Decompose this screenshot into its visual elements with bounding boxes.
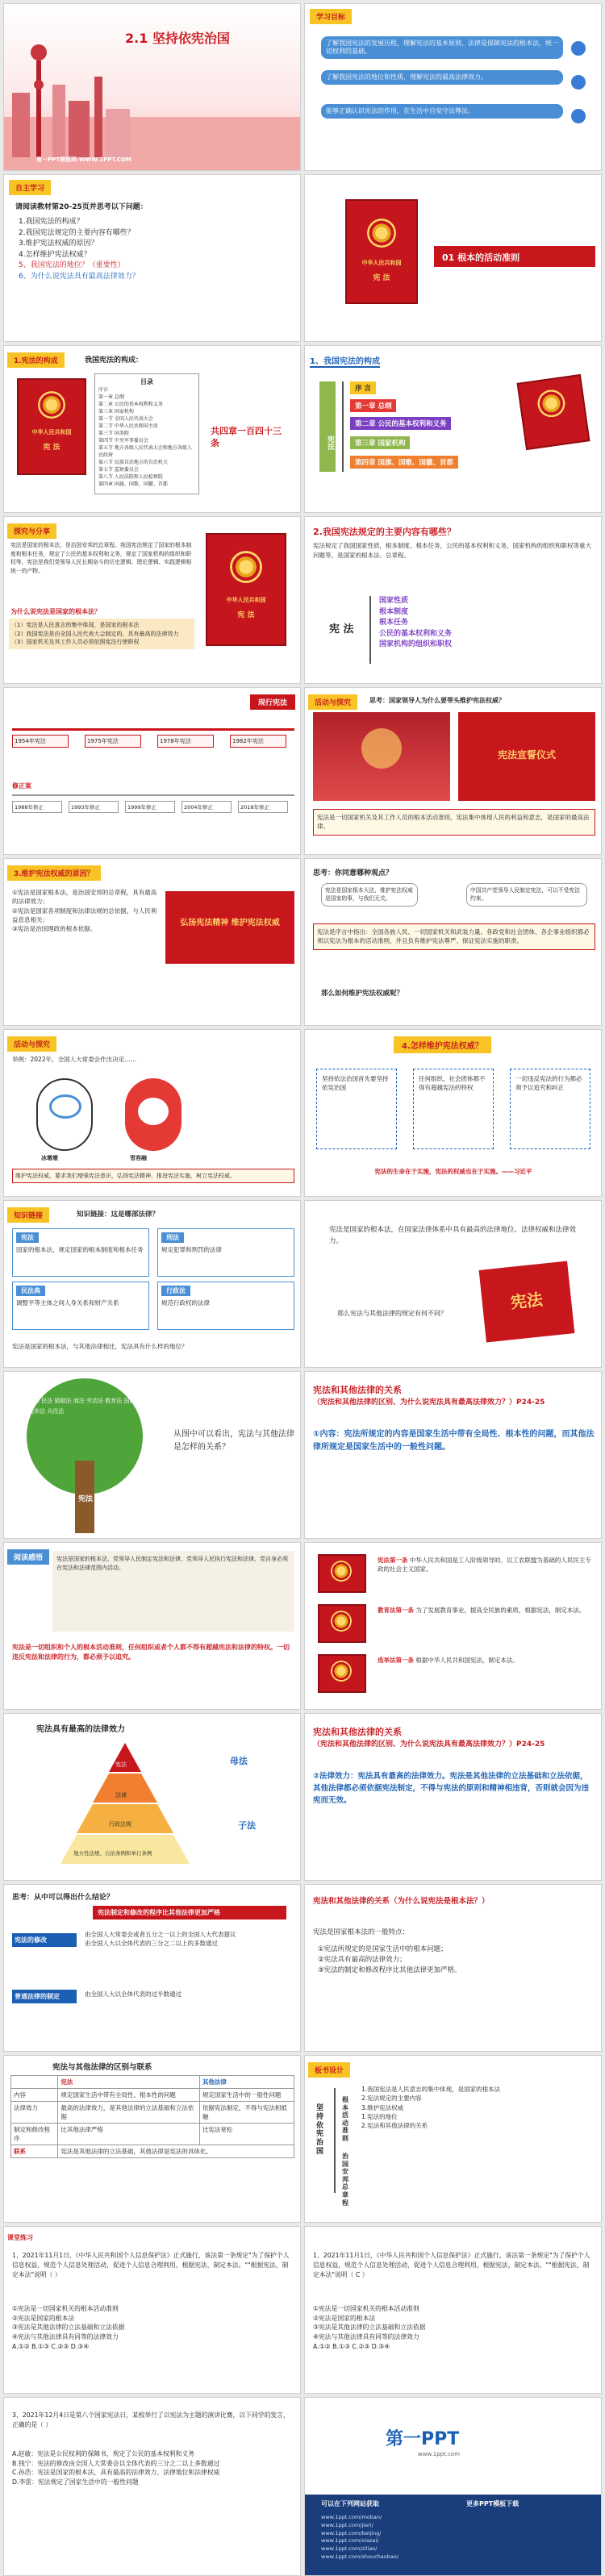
table-cell: 宪法是其他法律的立法基础，其他法律是宪法的具体化。	[58, 2145, 294, 2158]
article-row-1	[378, 1556, 595, 1574]
toc-item: 第四节 中央军事委员会	[98, 438, 148, 444]
slide-law-tree[interactable]	[3, 1371, 301, 1539]
toc-item: 第四章 国旗、国歌、国徽、首都	[98, 481, 168, 487]
end-col-1: 可以在下列网站获取	[321, 2500, 379, 2507]
table-row	[11, 2089, 294, 2102]
slide-procedure[interactable]	[3, 1884, 301, 2052]
amend-axis	[12, 794, 294, 796]
procedure-steps-2	[85, 1990, 294, 1999]
law-card-2	[157, 1228, 294, 1277]
parts-side-label: 宪法	[319, 381, 336, 472]
article-law: 宪法第一条	[378, 1557, 408, 1564]
board-branch-1: 根本活动准则	[342, 2096, 348, 2142]
content-heading: 2.我国宪法规定的主要内容有哪些？	[313, 527, 456, 537]
slide-pyramid[interactable]	[3, 1713, 301, 1881]
answer-answers: A.①② B.①③ C.②③ D.③④	[313, 2342, 390, 2350]
content-side-label: 宪 法	[329, 623, 354, 636]
book-title: 中华人民共和国	[226, 597, 266, 603]
board-bracket	[334, 2088, 336, 2193]
question-1: 1.我国宪法的构成？	[19, 218, 84, 226]
table-row	[11, 2145, 294, 2158]
table-row	[11, 2124, 294, 2145]
relation-sub: （宪法和其他法律的区别、为什么说宪法具有最高法律效力？）P24-25	[313, 1398, 545, 1407]
tree-branch: 民法	[41, 1398, 53, 1404]
amend-item: 2004年修正	[182, 801, 232, 813]
oath-tag: 活动与探究	[308, 694, 357, 710]
end-link[interactable]: www.1ppt.com/xiazai/	[321, 2537, 379, 2545]
slide-self-study[interactable]	[3, 174, 301, 342]
exercise-answers: A.①② B.①③ C.②③ D.③④	[12, 2342, 90, 2350]
pyramid-title: 宪法具有最高的法律效力	[36, 1725, 125, 1734]
toc-item: 第三章 国家机构	[98, 409, 134, 415]
mascot-name: 雪容融	[130, 1155, 147, 1161]
reason-item: ③宪法是治国理政的根本依据。	[12, 925, 97, 932]
root-point: ③宪法的制定和修改程序比其他法律更加严格。	[318, 1965, 461, 1974]
procedure-step: 由全国人大以全体代表的三分之二以上的多数通过	[85, 1940, 218, 1948]
uphold-box-2: 任何组织、社会团体都不得有超越宪法的特权	[413, 1069, 494, 1149]
article-book-3	[318, 1654, 366, 1693]
timeline-tag: 现行宪法	[250, 694, 295, 710]
table-cell: 依据宪法制定，不得与宪法相抵触	[199, 2102, 294, 2124]
root-text: 宪法是国家根本法的一般特点：	[313, 1928, 410, 1936]
parts-bracket	[342, 381, 344, 472]
pyramid-level-4: 地方性法规、自治条例和单行条例	[73, 1850, 152, 1857]
mascot-shuey-rhon-rhon	[125, 1078, 182, 1151]
slide-which-law[interactable]	[3, 1200, 301, 1368]
slide-root-law[interactable]	[304, 1884, 602, 2052]
reasons-tag: 3.维护宪法权威的原因？	[7, 865, 101, 881]
constitution-book	[345, 199, 418, 304]
part-chapter-1: 第一章 总纲	[350, 399, 396, 412]
end-link[interactable]: www.1ppt.com/beijing/	[321, 2529, 382, 2536]
explore-tag: 探究与分享	[7, 523, 56, 539]
oath-poster: 宪法宣誓仪式	[458, 712, 595, 801]
amend-item: 2018年修正	[238, 801, 288, 813]
mascots-caption: 举例：2022年，全国人大常委会作出决定……	[12, 1056, 137, 1063]
toc-item: 第五节 地方各级人民代表大会和地方各级人民政府	[98, 445, 192, 458]
tree-question: 从图中可以看出，宪法与其他法律是怎样的关系？	[173, 1430, 294, 1452]
book-title: 中华人民共和国	[361, 260, 402, 266]
slide-exercise-3[interactable]	[3, 2397, 301, 2576]
slide-constitution-structure[interactable]	[3, 345, 301, 513]
question-2: 2.我国宪法规定的主要内容有哪些？	[19, 228, 135, 237]
opinion-question: 思考：你同意哪种观点？	[313, 869, 394, 877]
law-desc: 规定犯罪和刑罚的法律	[161, 1246, 222, 1253]
toc-item: 第八节 人民法院和人民检察院	[98, 474, 163, 480]
self-study-intro: 请阅读教材第20-25页并思考以下问题：	[15, 203, 148, 211]
exercise-option: ④宪法与其他法律具有同等的法律效力	[12, 2333, 119, 2341]
answer-question: 1、2021年11月1日，《中华人民共和国个人信息保护法》正式施行，该法第一条规定"为了保护个人信息权益，规范个人信息处理活动，促进个人信息合理利用，根据宪法，制定本法。""根据宪法，制定本法"说明（ C ）	[313, 2252, 590, 2279]
pyramid-level-2: 法律	[115, 1792, 127, 1799]
content-items	[379, 596, 452, 651]
answer-option: ④宪法与其他法律具有同等的法律效力	[313, 2333, 419, 2341]
mascots-text: 维护宪法权威，要求我们增强宪法意识，弘扬宪法精神，推进宪法实施，树立宪法权威。	[12, 1169, 294, 1183]
timeline-year: 1978年宪法	[157, 735, 214, 748]
mascot-name: 冰墩墩	[41, 1155, 58, 1161]
root-point: ①宪法所规定的是国家生活中的根本问题；	[318, 1945, 448, 1953]
article-book-1	[318, 1554, 366, 1593]
exercise-option: ③宪法是其他法律的立法基础和立法依据	[12, 2324, 125, 2332]
timeline-year: 1975年宪法	[85, 735, 141, 748]
law-card-1	[12, 1228, 149, 1277]
end-link[interactable]: www.1ppt.com/shouchaobao/	[321, 2553, 399, 2560]
position-question: 那么宪法与其他法律的规定有何不同？	[337, 1310, 447, 1317]
answer-options	[313, 2304, 595, 2351]
table-cell: 制定和修改程序	[11, 2124, 58, 2145]
part-chapter-2: 第二章 公民的基本权利和义务	[350, 417, 451, 430]
law-card-3	[12, 1282, 149, 1330]
slide-end-links[interactable]	[304, 2397, 602, 2576]
slide-exercise-1[interactable]	[3, 2226, 301, 2394]
exercise-option: ②宪法是国家的根本法	[12, 2314, 75, 2322]
tree-branch: 国籍法	[123, 1398, 141, 1404]
root-heading: 宪法和其他法律的关系（为什么说宪法是根本法？）	[313, 1897, 490, 1906]
end-link[interactable]: www.1ppt.com/ziliao/	[321, 2545, 378, 2552]
reasons-banner: 弘扬宪法精神 维护宪法权威	[165, 891, 294, 964]
reason-item: ②宪法是国家各项制度和法律法规的总依据，与人民利益息息相关；	[12, 907, 157, 923]
pyramid-child: 子法	[238, 1820, 256, 1831]
root-point: ②宪法具有最高的法律效力；	[318, 1955, 407, 1964]
emblem-icon	[331, 1661, 352, 1682]
goal-2-icon	[571, 75, 586, 90]
goal-1: 了解我国宪法的发展历程，理解宪法的基本原则、法律是保障宪法的根本法，统一切权利的基础。	[321, 36, 563, 59]
face-icon	[138, 1098, 169, 1125]
content-item: 根本任务	[379, 619, 409, 627]
exercise-question: 1、2021年11月1日，《中华人民共和国个人信息保护法》正式施行，该法第一条规定"为了保护个人信息权益，规范个人信息处理活动，促进个人信息合理利用，根据宪法，制定本法。""根据宪法，制定本法"说明（ ）	[12, 2252, 290, 2279]
face-ring-icon	[49, 1094, 81, 1119]
procedure-left-2: 普通法律的制定	[12, 1990, 77, 2003]
slide-oath[interactable]	[304, 687, 602, 855]
article-law: 选举法第一条	[378, 1657, 414, 1664]
slide-reasons[interactable]	[3, 858, 301, 1026]
emblem-icon	[331, 1561, 352, 1582]
emblem-icon	[331, 1611, 352, 1632]
question-5: 5、我国宪法的地位？（重要性）	[19, 261, 125, 269]
cover-title: 2.1 坚持依宪治国	[125, 31, 230, 46]
effect-point: ②法律效力：宪法具有最高的法律效力。宪法是其他法律的立法基础和立法依据，其他法律都必须依据宪法制定，不得与宪法的原则和精神相违背，否则就会因为违宪而无效。	[313, 1772, 590, 1806]
article-law: 教育法第一条	[378, 1607, 414, 1614]
oath-answer: 宪法是一切国家机关及其工作人员的根本活动准则，宪法集中体现人民的利益和意志，是国家的最高法律。	[313, 809, 595, 836]
slide-opinion[interactable]	[304, 858, 602, 1026]
procedure-question: 思考：从中可以得出什么结论？	[12, 1894, 115, 1902]
effect-sub: （宪法和其他法律的区别、为什么说宪法具有最高法律效力？）P24-25	[313, 1740, 545, 1749]
toc-item: 第二章 公民的基本权利和义务	[98, 402, 163, 407]
tree-branches	[28, 1396, 141, 1416]
book-sub: 宪 法	[373, 274, 390, 282]
board-root: 坚持依宪治国	[316, 2104, 324, 2156]
slide-section-01[interactable]	[304, 174, 602, 342]
tree-branch: 兵役法	[47, 1407, 65, 1415]
slide-timeline[interactable]	[3, 687, 301, 855]
toc-list	[98, 386, 195, 488]
law-desc: 国家的根本法，规定国家的根本制度和根本任务	[16, 1246, 144, 1253]
amend-item: 1988年修正	[12, 801, 62, 813]
explore-question: 为什么说宪法是国家的根本法？	[10, 608, 101, 615]
table-header-row	[11, 2076, 294, 2089]
table-cell: 法律效力	[11, 2102, 58, 2124]
end-link[interactable]: www.1ppt.com/jieri/	[321, 2521, 373, 2528]
goal-3: 能够正确认识宪法的作用，在生活中自觉守法尊法。	[321, 104, 563, 119]
slide-cover[interactable]	[3, 3, 301, 171]
constitution-booklets	[517, 374, 590, 450]
structure-book	[17, 378, 86, 475]
uphold-footer: 宪法的生命在于实施，宪法的权威也在于实施。——习近平	[374, 1168, 532, 1175]
pyramid-level-1: 宪法	[115, 1761, 127, 1768]
article-row-2	[378, 1606, 595, 1615]
tree-trunk-label: 宪法	[78, 1495, 94, 1503]
question-3: 3.维护宪法权威的原因？	[19, 240, 98, 248]
tree-branch: 婚姻法	[54, 1398, 72, 1404]
answer-option: ③宪法是其他法律的立法基础和立法依据	[313, 2324, 426, 2332]
toc-item: 第一章 总纲	[98, 394, 124, 400]
exercise-tag: 课堂练习	[7, 2234, 33, 2241]
slide-constitution-parts[interactable]	[304, 345, 602, 513]
pyramid-mother: 母法	[230, 1756, 248, 1766]
slide-relation-content[interactable]	[304, 1371, 602, 1539]
end-url: www.1ppt.com	[418, 2451, 461, 2457]
law-name: 民法典	[16, 1286, 45, 1296]
toc-item: 第七节 监察委员会	[98, 467, 139, 473]
exercise3-question: 3、2021年12月4日是第八个国家宪法日，某校举行了以宪法为主题的演讲比赛，以下同学的发言，正确的是（ ）	[12, 2411, 290, 2429]
exercise3-option: D.李雷：宪法规定了国家生活中的一般性问题	[12, 2478, 139, 2486]
slide-main-content[interactable]	[304, 516, 602, 684]
tree-branch: 选举法	[28, 1407, 45, 1415]
table-cell: 规定国家生活中带有全局性、根本性的问题	[58, 2089, 200, 2102]
uphold-box-1: 坚持依法治国首先要坚持依宪治国	[316, 1069, 397, 1149]
tree-branch: 商法	[73, 1398, 85, 1404]
law-card-4	[157, 1282, 294, 1330]
mascot-bing-dwen-dwen	[36, 1078, 93, 1151]
opinion-bubble-1: 宪法是国家根本大法，维护宪法权威是国家的事，与我们无关。	[321, 883, 418, 907]
slide-comparison-table[interactable]	[3, 2055, 301, 2223]
law-name: 宪法	[16, 1232, 39, 1243]
opinion-text: 宪法是序言中指出：全国各族人民、一切国家机关和武装力量、各政党和社会团体、各企事业组织都必须以宪法为根本的活动准则，并且负有维护宪法尊严、保证宪法实施的职责。	[313, 923, 595, 950]
toc-item: 序言	[98, 387, 109, 393]
explore-text: 宪法是国家的根本法，是治国安邦的总章程。我国宪法规定了国家的根本制度和根本任务，规定了公民的基本权利和义务，规定了国家机构的组织和职权等。宪法是我们党领导人民长期奋斗的历史逻辑、理论逻辑、实践逻辑相统一的产物。	[10, 542, 192, 574]
table-cell: 联系	[11, 2145, 58, 2158]
opinion-ask: 那么如何维护宪法权威呢？	[321, 990, 404, 998]
law-name: 刑法	[161, 1232, 184, 1243]
table-row	[11, 2102, 294, 2124]
table-cell: 比宪法宽松	[199, 2124, 294, 2145]
table-cell: 内容	[11, 2089, 58, 2102]
uphold-heading: 4.怎样维护宪法权威？	[394, 1036, 491, 1053]
tree-branch: 劳动法	[86, 1398, 103, 1404]
procedure-step: 由全国人大常委会或者五分之一以上的全国人大代表提议	[85, 1931, 236, 1938]
timeline-year: 1954年宪法	[12, 735, 69, 748]
board-items	[361, 2085, 595, 2130]
parts-heading: 1、我国宪法的构成	[310, 354, 380, 368]
relation-heading: 宪法和其他法律的关系	[313, 1385, 402, 1395]
relation-point: ①内容：宪法所规定的内容是国家生活中带有全局性、根本性的问题，而其他法律所规定是国家生活中的一般性问题。	[313, 1430, 595, 1452]
emblem-icon	[38, 391, 65, 419]
exercise-options	[12, 2304, 294, 2351]
question-4: 4.怎样维护宪法权威？	[19, 250, 91, 259]
law-question: 宪法是国家的根本法，与其他法律相比，宪法具有什么样的地位？	[12, 1343, 188, 1350]
slide-grid	[3, 3, 602, 2576]
oath-question: 思考：国家领导人为什么要带头维护宪法权威？	[369, 697, 505, 704]
board-item: 1.我国宪法是人民意志的集中体现，是国家的根本法	[361, 2086, 501, 2093]
reasons-list	[12, 888, 157, 933]
amend-item: 1993年修正	[69, 801, 119, 813]
answer-option: ①宪法是一切国家机关的根本活动准则	[313, 2305, 419, 2312]
slide-relation-effect[interactable]	[304, 1713, 602, 1881]
pyramid-level-3: 行政法规	[109, 1821, 131, 1828]
emblem-icon	[230, 551, 262, 583]
goal-2: 了解我国宪法的地位和性质，理解宪法的最高法律效力。	[321, 70, 563, 85]
timeline-axis	[12, 728, 294, 731]
article-book-2	[318, 1604, 366, 1643]
reading-quote: 宪法是一切组织和个人的根本活动准则，任何组织或者个人都不得有超越宪法和法律的特权。一切违反宪法和法律的行为，都必须予以追究。	[12, 1644, 290, 1661]
content-item: 公民的基本权利和义务	[379, 629, 453, 638]
reading-tag: 阅读感悟	[7, 1549, 49, 1565]
slide-articles[interactable]	[304, 1542, 602, 1710]
table-cell: 规定国家生活中的一般性问题	[199, 2089, 294, 2102]
board-item: 2.宪法规定的主要内容	[361, 2095, 422, 2103]
tree-branch: 刑法	[28, 1398, 40, 1404]
cover-footer: 第一PPT模板网-WWW.1PPT.COM	[36, 156, 131, 163]
answer-option: ②宪法是国家的根本法	[313, 2314, 376, 2322]
uphold-box-3: 一切违反宪法的行为都必须予以追究和纠正	[510, 1069, 590, 1149]
amend-label: 修正案	[12, 782, 31, 790]
article-text: 为了发展教育事业，提高全民族的素质，根据宪法，制定本法。	[415, 1607, 586, 1614]
goal-3-icon	[571, 109, 586, 123]
law-name: 行政法	[161, 1286, 190, 1296]
table-cell: 最高的法律效力，是其他法律的立法基础和立法依据	[58, 2102, 200, 2124]
effect-heading: 宪法和其他法律的关系	[313, 1727, 402, 1737]
structure-summary: 共四章一百四十三条	[211, 426, 282, 449]
table-title: 宪法与其他法律的区别与联系	[52, 2063, 152, 2072]
content-item: 国家机构的组织和职权	[379, 640, 453, 648]
slide-exercise-1-answer[interactable]	[304, 2226, 602, 2394]
explore-point: （2）我国宪法是由全国人民代表大会制定的，具有最高的法律效力	[11, 630, 179, 637]
structure-tag: 1.宪法的构成	[7, 352, 65, 368]
emblem-icon	[536, 388, 566, 419]
book-sub: 宪 法	[237, 611, 255, 619]
tree-branch: 教育法	[105, 1398, 123, 1404]
explore-point: （3）国家机关及其工作人员必须依照宪法行使职权	[11, 639, 140, 645]
oath-photo	[313, 712, 450, 801]
position-text: 宪法是国家的根本法，在国家法律体系中具有最高的法律地位、法律权威和法律效力。	[329, 1226, 577, 1245]
end-logo: 第一PPT	[386, 2429, 460, 2449]
part-preamble: 序 言	[350, 381, 376, 394]
end-links	[321, 2514, 587, 2561]
structure-title: 我国宪法的构成：	[85, 356, 144, 365]
exercise3-options	[12, 2449, 294, 2487]
end-col-2: 更多PPT模板下载	[466, 2500, 519, 2507]
exercise3-option: B.钱宁：宪法的修改由全国人大常委会以全体代表的三分之二以上多数通过	[12, 2459, 220, 2467]
comparison-table	[10, 2075, 294, 2158]
article-row-3	[378, 1656, 595, 1665]
exercise-option: ①宪法是一切国家机关的根本活动准则	[12, 2305, 119, 2312]
table-of-contents	[94, 373, 199, 494]
toc-item: 第一节 全国人民代表大会	[98, 416, 153, 422]
self-study-tag: 自主学习	[9, 180, 51, 195]
content-intro: 宪法规定了我国国家性质，根本制度、根本任务，公民的基本权利和义务，国家机构的组织和职权等重大问题等，是国家的根本法、总章程。	[313, 542, 591, 559]
content-item: 国家性质	[379, 597, 409, 605]
exercise3-option: C.孙浩：宪法是国家的根本法，具有最高的法律效力、法律地位和法律权威	[12, 2469, 220, 2477]
explore-points	[9, 619, 194, 649]
law-desc: 调整平等主体之间人身关系和财产关系	[16, 1299, 119, 1307]
position-book: 宪法	[479, 1261, 575, 1342]
board-branch-2: 治国安邦总章程	[342, 2153, 348, 2207]
root-points	[318, 1945, 592, 1975]
procedure-steps-1	[85, 1930, 294, 1949]
board-item: 1.宪法的地位	[361, 2112, 398, 2120]
toc-item: 第六节 民族自治地方的自治机关	[98, 460, 168, 465]
law-tag: 知识链接	[7, 1207, 49, 1223]
law-title: 知识链接：这是哪部法律？	[77, 1211, 160, 1219]
reason-item: ①宪法是国家根本法，是治国安邦的总章程，具有最高的法律效力；	[12, 889, 157, 906]
slide-explore-share[interactable]	[3, 516, 301, 684]
toc-item: 第二节 中华人民共和国主席	[98, 423, 158, 429]
content-item: 根本制度	[379, 607, 409, 616]
timeline-year: 1982年宪法	[230, 735, 286, 748]
slide-how-to-uphold[interactable]	[304, 1029, 602, 1197]
opinion-bubble-2: 中国共产党领导人民制定宪法，可以不受宪法约束。	[466, 883, 587, 907]
question-6: 6、为什么说宪法具有最高法律效力？	[19, 272, 140, 281]
explore-book	[206, 533, 286, 646]
self-study-questions	[19, 217, 140, 282]
slide-mascots[interactable]	[3, 1029, 301, 1197]
exercise3-option: A.赵敏：宪法是公民权利的保障书，规定了公民的基本权利和义务	[12, 2450, 194, 2457]
board-item: 2.宪法和其他法律的关系	[361, 2122, 428, 2129]
book-sub: 宪 法	[43, 444, 60, 452]
procedure-left-1: 宪法的修改	[12, 1933, 77, 1947]
table-header: 其他法律	[199, 2076, 294, 2089]
toc-title: 目录	[140, 378, 153, 386]
table-cell: 比其他法律严格	[58, 2124, 200, 2145]
table-header	[11, 2076, 58, 2089]
law-desc: 规范行政权的法律	[161, 1299, 210, 1307]
goals-tag: 学习目标	[310, 9, 352, 24]
board-item: 3.维护宪法权威	[361, 2103, 404, 2111]
end-link[interactable]: www.1ppt.com/moban/	[321, 2514, 382, 2520]
part-chapter-3: 第三章 国家机构	[350, 436, 410, 449]
procedure-step: 由全国人大以全体代表的过半数通过	[85, 1990, 182, 1998]
explore-point: （1）宪法是人民意志的集中体现，是国家的根本法	[11, 622, 140, 628]
board-tag: 板书设计	[308, 2062, 350, 2078]
slide-reading[interactable]	[3, 1542, 301, 1710]
emblem-icon	[361, 728, 402, 769]
table-header: 宪法	[58, 2076, 200, 2089]
slide-board-design[interactable]	[304, 2055, 602, 2223]
book-title: 中华人民共和国	[31, 429, 72, 436]
amend-item: 1999年修正	[125, 801, 175, 813]
content-bracket	[369, 596, 371, 664]
slide-constitution-position[interactable]	[304, 1200, 602, 1368]
procedure-center: 宪法制定和修改的程序比其他法律更加严格	[93, 1906, 286, 1919]
article-text: 根据中华人民共和国宪法，制定本法。	[415, 1657, 519, 1664]
section-heading: 01 根本的活动准则	[434, 246, 595, 267]
slide-learning-goals[interactable]	[304, 3, 602, 171]
article-text: 中华人民共和国是工人阶级领导的、以工农联盟为基础的人民民主专政的社会主义国家。	[378, 1557, 591, 1574]
toc-item: 第三节 国务院	[98, 431, 129, 436]
part-chapter-4: 第四章 国旗、国歌、国徽、首都	[350, 456, 458, 469]
goal-1-icon	[571, 41, 586, 56]
emblem-icon	[367, 219, 396, 248]
reading-text: 宪法是国家的根本法，党领导人民制定宪法和法律，党领导人民执行宪法和法律，党自身必须在宪法和法律范围内活动。	[52, 1551, 294, 1632]
mascots-tag: 活动与探究	[7, 1036, 56, 1052]
